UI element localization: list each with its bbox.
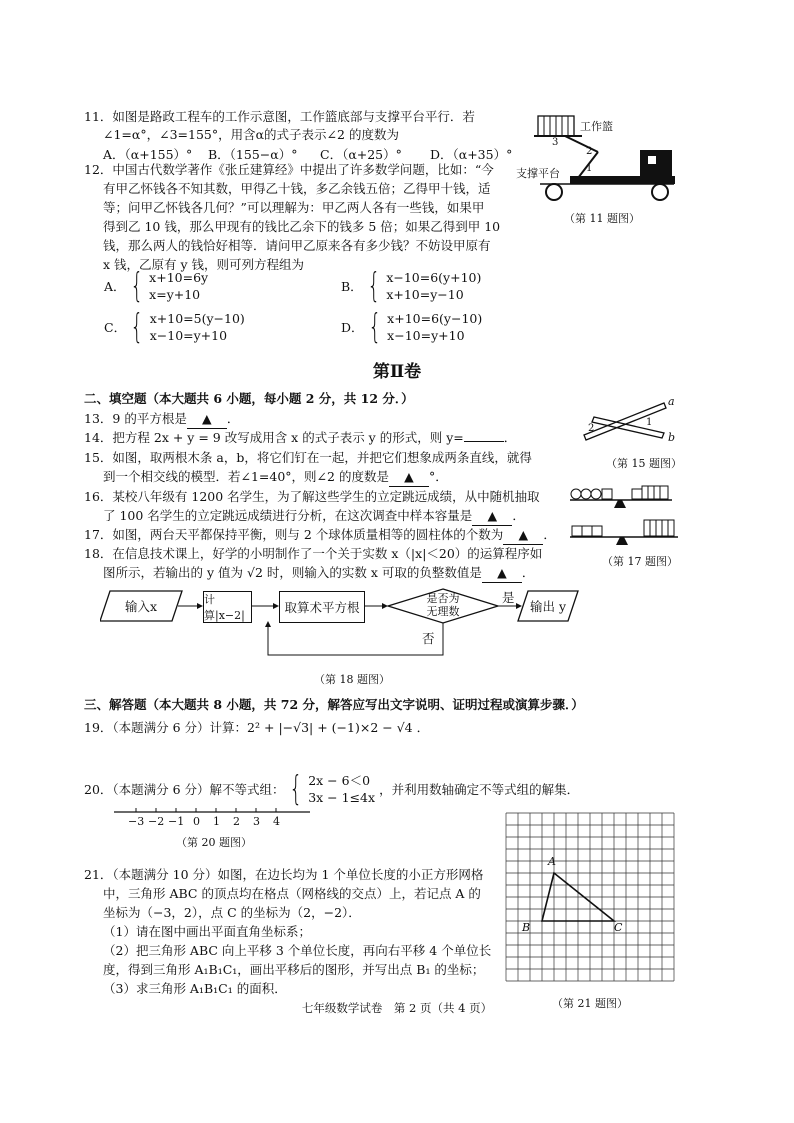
q21-line2: 中，三角形 ABC 的顶点均在格点（网格线的交点）上，若记点 A 的: [103, 886, 481, 901]
tick-label: −3: [128, 815, 145, 828]
q15-text: 到一个相交线的模型．若∠1=40°，则∠2 的度数是: [103, 469, 389, 484]
q18-line2: [103, 564, 534, 583]
inequality: 2x − 6＜0: [308, 773, 371, 788]
q21-line7: （3）求三角形 A₁B₁C₁ 的面积．: [103, 981, 287, 996]
q12-option-b: B． { x−10=6(y+10) x+10=y−10: [341, 266, 482, 306]
flowchart: [100, 585, 580, 685]
q11-line2: ∠1=α°，∠3=155°，用含α的式子表示∠2 的度数为: [103, 127, 399, 142]
figure-11-caption: （第 11 题图）: [564, 212, 640, 225]
page-footer: 七年级数学试卷 第 2 页（共 4 页）: [301, 1001, 493, 1015]
figure-17: [568, 480, 688, 570]
q17-text: 17．如图，两台天平都保持平衡，则与 2 个球体质量相等的圆柱体的个数为: [84, 527, 504, 542]
equation: x−10=y+10: [387, 328, 465, 343]
angle-1-label: 1: [646, 417, 653, 428]
flow-sqrt: 取算术平方根: [279, 591, 365, 623]
q13: [84, 410, 239, 429]
flow-compute: 计算|x−2|: [203, 591, 252, 623]
inequality: 3x − 1≤4x: [308, 790, 376, 805]
q21-line1: 21．（本题满分 10 分）如图，在边长均为 1 个单位长度的小正方形网格: [84, 867, 484, 882]
q12-option-a: A． { x+10=6y x=y+10: [104, 266, 209, 306]
q16-line2: [103, 507, 525, 526]
q12-line1: 12．中国古代数学著作《张丘建算经》中提出了许多数学问题，比如：“今: [84, 162, 494, 177]
q14-tail: ．: [503, 430, 517, 445]
q12-line6: x 钱，乙原有 y 钱，则可列方程组为: [103, 257, 305, 272]
q18-text: 图所示，若输出的 y 值为 √2 时，则输入的实数 x 可取的负整数值是: [103, 565, 482, 580]
q17-tail: ．: [543, 527, 556, 542]
q16-text: 了 100 名学生的立定跳远成绩进行分析，在这次调查中样本容量是: [103, 508, 473, 523]
q17: [84, 526, 556, 545]
equation: x+10=6y: [149, 270, 209, 285]
line-a-label: a: [668, 395, 675, 408]
decision-line: 是否为: [426, 592, 460, 605]
option-label: D．: [341, 320, 364, 335]
q17-blank[interactable]: ▲: [503, 526, 543, 545]
q20-text: 20．（本题满分 6 分）解不等式组：: [84, 782, 285, 797]
tick-label: 0: [193, 815, 200, 828]
flow-input: 输入x: [124, 599, 158, 614]
coordinate-grid: [500, 807, 680, 987]
figure-15: [580, 395, 690, 470]
flow-output: 输出 y: [529, 599, 567, 614]
q21-line3: 坐标为（−3，2），点 C 的坐标为（2，−2）．: [103, 905, 361, 920]
q15-tail: °．: [428, 469, 448, 484]
tick-label: 4: [273, 815, 280, 828]
option-label: B．: [341, 279, 363, 294]
equation: x+10=5(y−10): [149, 311, 245, 326]
q11-line1: 11．如图是路政工程车的工作示意图，工作篮底部与支撑平台平行．若: [84, 109, 475, 124]
platform-label: 支撑平台: [516, 167, 560, 180]
figure-18-caption: （第 18 题图）: [314, 673, 390, 686]
flow-no-label: 否: [422, 631, 435, 646]
q16-tail: ．: [512, 508, 525, 523]
q12-line3: 等；问甲乙怀钱各几何？”可以理解为：甲乙两人各有一些钱，如果甲: [103, 200, 485, 215]
figure-21-caption: （第 21 题图）: [552, 997, 628, 1010]
figure-20-caption: （第 20 题图）: [176, 836, 252, 849]
q21-line4: （1）请在图中画出平面直角坐标系；: [103, 924, 311, 939]
q14-text: 14．把方程 2x + y = 9 改写成用含 x 的式子表示 y 的形式，则 y=: [84, 430, 464, 445]
q18-tail: ．: [521, 565, 535, 580]
tick-label: 1: [213, 815, 220, 828]
equation: x−10=y+10: [149, 328, 228, 343]
figure-15-caption: （第 15 题图）: [606, 457, 682, 470]
number-line: [114, 806, 314, 856]
angle-1-label: 1: [586, 163, 593, 174]
option-label: A．: [104, 279, 126, 294]
q12-option-c: C． { x+10=5(y−10) x−10=y+10: [104, 307, 245, 347]
decision-line: 无理数: [426, 605, 460, 618]
q12-line2: 有甲乙怀钱各不知其数，甲得乙十钱，多乙余钱五倍；乙得甲十钱，适: [103, 181, 491, 196]
equation: x=y+10: [149, 287, 201, 302]
q11-option-c: C．（α+25）°: [320, 147, 402, 162]
tick-label: 2: [233, 815, 240, 828]
point-a-label: A: [548, 855, 556, 868]
line-b-label: b: [668, 431, 676, 444]
q15-blank[interactable]: ▲: [389, 468, 429, 487]
q18-blank[interactable]: ▲: [482, 564, 522, 583]
angle-2-label: 2: [586, 146, 593, 157]
point-c-label: C: [614, 921, 623, 934]
q15-line2: [103, 468, 448, 487]
q13-text: 13．9 的平方根是: [84, 411, 187, 426]
q16-blank[interactable]: ▲: [472, 507, 512, 526]
flow-yes-label: 是: [502, 590, 515, 605]
q11-option-a: A．（α+155）°: [103, 147, 193, 162]
q11-option-b: B．（155−α）°: [208, 147, 298, 162]
basket-label: 工作篮: [580, 120, 613, 133]
figure-21: [500, 807, 680, 1012]
q14: [84, 429, 516, 447]
flow-decision: [412, 592, 474, 618]
equation: x−10=6(y+10): [386, 270, 482, 285]
q16-line1: 16．某校八年级有 1200 名学生，为了解这些学生的立定跳远成绩，从中随机抽取: [84, 489, 540, 504]
tick-label: 3: [253, 815, 260, 828]
q19: 19．（本题满分 6 分）计算：2² + |−√3| + (−1)×2 − √4 ．: [84, 720, 430, 735]
q13-blank[interactable]: ▲: [187, 410, 227, 429]
q21-line6: 度，得到三角形 A₁B₁C₁，画出平移后的图形，并写出点 B₁ 的坐标；: [103, 962, 485, 977]
angle-2-label: 2: [588, 423, 595, 434]
angle-3-label: 3: [552, 137, 559, 148]
q14-blank[interactable]: [464, 441, 504, 442]
tick-label: −1: [168, 815, 185, 828]
tick-label: −2: [148, 815, 165, 828]
section-title: 第Ⅱ卷: [372, 362, 422, 382]
q11-option-d: D．（α+35）°: [430, 147, 513, 162]
equation: x+10=y−10: [386, 287, 464, 302]
q13-tail: ．: [226, 411, 240, 426]
q18-line1: 18．在信息技术课上，好学的小明制作了一个关于实数 x（|x|＜20）的运算程序如: [84, 546, 543, 561]
q21-line5: （2）把三角形 ABC 向上平移 3 个单位长度，再向右平移 4 个单位长: [103, 943, 492, 958]
figure-11: [510, 108, 680, 223]
balance-scales: [568, 480, 688, 552]
point-b-label: B: [522, 921, 531, 934]
option-label: C．: [104, 320, 127, 335]
part3-heading: 三、解答题（本大题共 8 小题，共 72 分，解答应写出文字说明、证明过程或演算步骤．）: [84, 697, 584, 712]
q12-line5: 钱，那么两人的钱恰好相等．请问甲乙原来各有多少钱？不妨设甲原有: [103, 238, 491, 253]
q20: 20．（本题满分 6 分）解不等式组： { 2x − 6＜0 3x − 1≤4x ，并利用数轴确定不等式组的解集．: [84, 769, 580, 809]
q20-tail: ，并利用数轴确定不等式组的解集．: [379, 782, 580, 797]
q12-line4: 得到乙 10 钱，那么甲现有的钱比乙余下的钱多 5 倍；如果乙得到甲 10: [103, 219, 501, 234]
equation: x+10=6(y−10): [387, 311, 483, 326]
q12-option-d: D． { x+10=6(y−10) x−10=y+10: [341, 307, 483, 347]
q15-line1: 15．如图，取两根木条 a，b，将它们钉在一起，并把它们想象成两条直线，就得: [84, 450, 532, 465]
part2-heading: 二、填空题（本大题共 6 小题，每小题 2 分，共 12 分．）: [84, 391, 414, 406]
figure-17-caption: （第 17 题图）: [602, 555, 678, 568]
